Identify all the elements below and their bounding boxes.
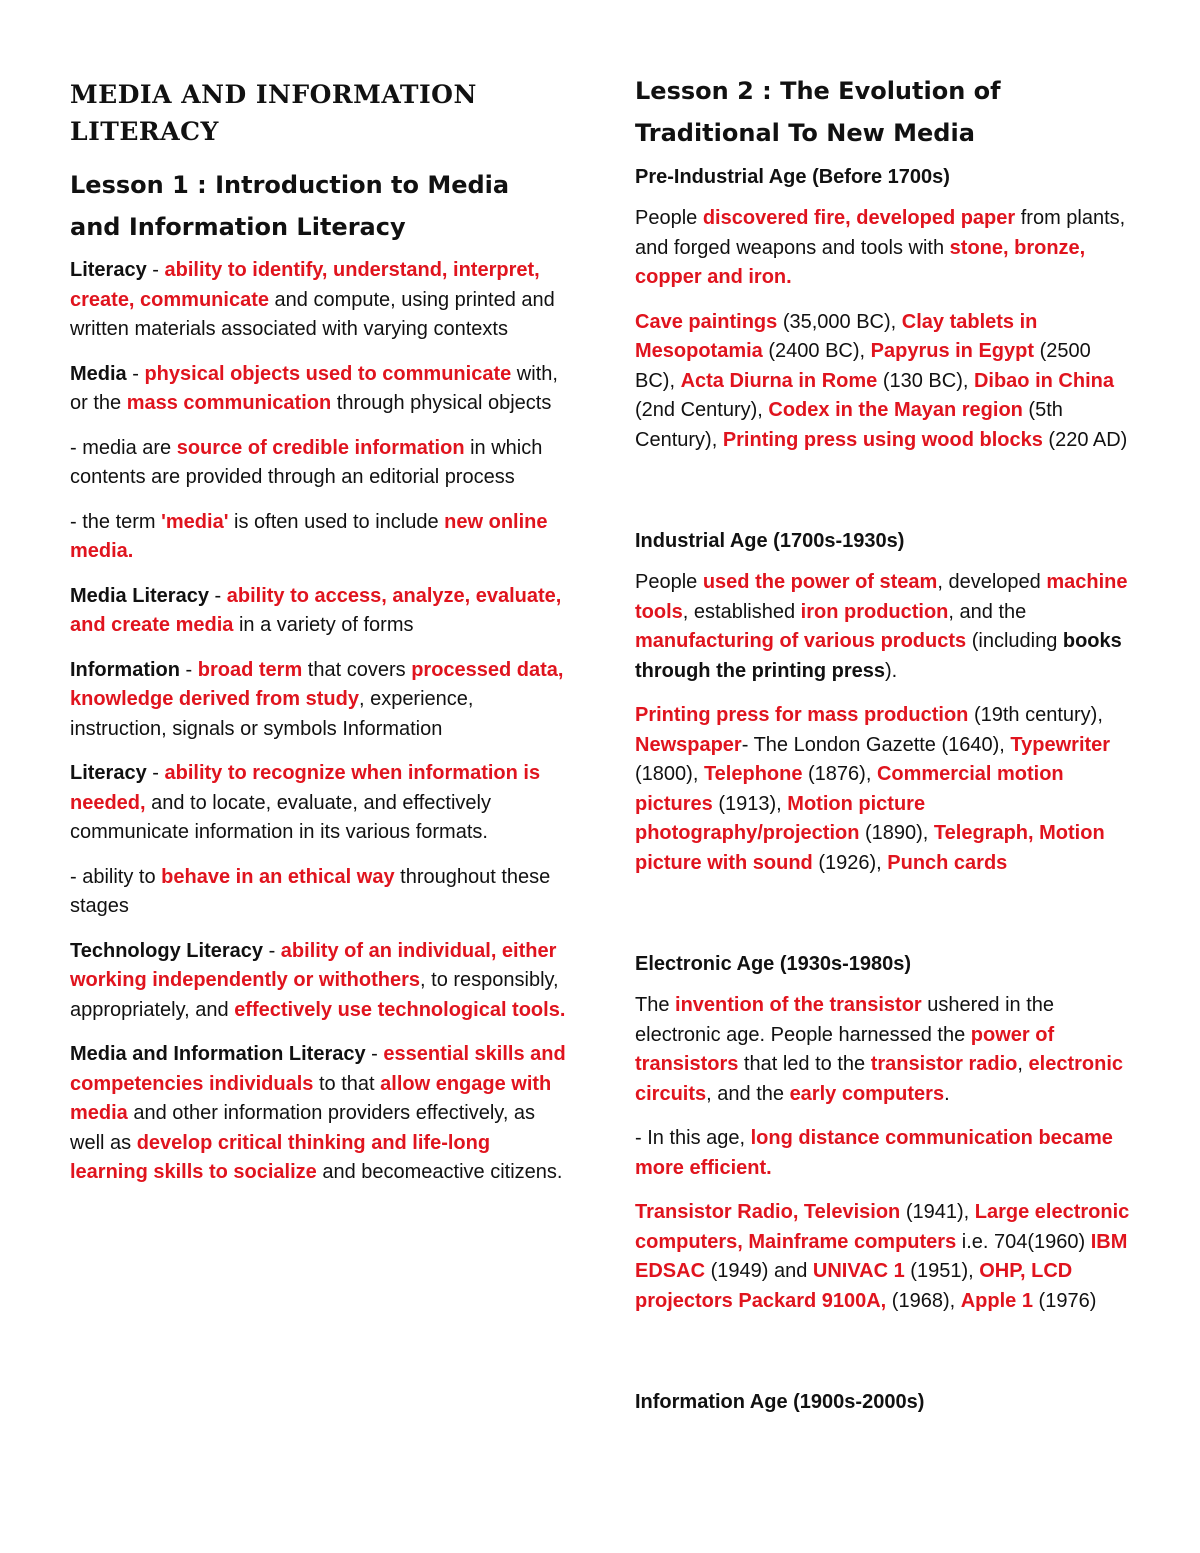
age-heading: Information Age (1900s-2000s) xyxy=(635,1391,925,1413)
lesson-1-paragraph xyxy=(70,434,566,493)
body-text: through physical objects xyxy=(331,392,552,414)
body-text: (1890), xyxy=(859,822,934,844)
highlight-text: processed data, knowledge derived from study xyxy=(70,658,564,710)
term-label: Media and Information Literacy xyxy=(70,1043,366,1065)
body-text: throughout these stages xyxy=(70,865,551,917)
body-text: , experience, instruction, signals or symbols Information xyxy=(70,688,474,740)
highlight-text: ability to recognize when information is needed, xyxy=(70,762,541,814)
highlight-text: UNIVAC 1 xyxy=(812,1260,905,1282)
lesson-2-title: Lesson 2 : The Evolution of Traditional To New Media xyxy=(635,77,1001,147)
body-text: in a variety of forms xyxy=(233,614,414,636)
body-text: and other information providers effectively, as well as xyxy=(70,1102,536,1154)
highlight-text: Codex in the Mayan region xyxy=(768,399,1023,421)
right-column xyxy=(635,70,1135,1429)
body-text: that covers xyxy=(302,658,412,681)
lesson-1-title: Lesson 1 : Introduction to Media and Information Literacy xyxy=(70,171,510,241)
highlight-text: allow engage with media xyxy=(70,1072,552,1124)
lesson-1-paragraph xyxy=(70,656,566,745)
term-label: Technology Literacy xyxy=(70,939,264,962)
lesson-2-paragraph xyxy=(635,204,1135,293)
highlight-text: essential skills and competencies individuals xyxy=(70,1043,566,1095)
body-text: - xyxy=(126,362,145,385)
highlight-text: ability of an individual, either working independently or withothers xyxy=(70,939,557,991)
lesson-1-paragraph xyxy=(70,863,566,922)
body-text: (1913), xyxy=(712,792,788,815)
highlight-text: discovered fire, developed paper xyxy=(702,207,1016,229)
term-label: Media Literacy xyxy=(70,584,209,607)
left-column xyxy=(70,70,566,1203)
lesson-1-paragraph xyxy=(70,759,566,848)
body-text: , and the xyxy=(706,1082,790,1105)
body-text: - ability to xyxy=(70,865,162,888)
body-text: (1926), xyxy=(812,851,888,874)
highlight-text: broad term xyxy=(197,658,303,681)
highlight-text: Acta Diurna in Rome xyxy=(680,369,878,392)
body-text: - The London Gazette (1640), xyxy=(741,733,1011,756)
body-text: - xyxy=(365,1043,384,1065)
body-text: (1876), xyxy=(802,763,877,785)
age-heading: Pre-Industrial Age (Before 1700s) xyxy=(635,166,950,188)
highlight-text: physical objects used to communicate xyxy=(144,362,512,385)
highlight-text: Dibao in China xyxy=(973,369,1114,392)
highlight-text: invention of the transistor xyxy=(675,994,922,1016)
highlight-text: Punch cards xyxy=(887,851,1008,874)
document-title: MEDIA AND INFORMATION LITERACY xyxy=(70,80,477,146)
body-text: (35,000 BC), xyxy=(777,310,902,333)
highlight-text: Cave paintings xyxy=(635,310,778,333)
body-text: (130 BC), xyxy=(877,369,974,392)
highlight-text: Telephone xyxy=(703,763,803,785)
term-label: Information xyxy=(70,658,180,681)
lesson-2-paragraph xyxy=(635,991,1135,1109)
body-text: People xyxy=(635,207,703,229)
term-label: books through the printing press xyxy=(635,630,1122,682)
body-text: - In this age, xyxy=(635,1127,751,1149)
body-text: and becomeactive citizens. xyxy=(316,1161,563,1183)
body-text: - xyxy=(146,762,165,784)
highlight-text: OHP, LCD projectors Packard 9100A, xyxy=(635,1260,1073,1312)
lesson-1-paragraph xyxy=(70,937,566,1026)
lesson-2-body xyxy=(635,162,1135,1417)
body-text: and to locate, evaluate, and effectively communicate information in its various formats. xyxy=(70,791,491,843)
age-heading: Industrial Age (1700s-1930s) xyxy=(635,530,905,552)
lesson-2-paragraph xyxy=(635,1198,1135,1316)
body-text: and compute, using printed and written materials associated with varying contexts xyxy=(70,288,555,340)
body-text: , developed xyxy=(937,571,1047,593)
highlight-text: develop critical thinking and life-long learning skills to socialize xyxy=(70,1131,491,1183)
body-text: - xyxy=(263,939,281,962)
highlight-text: electronic circuits xyxy=(635,1053,1124,1105)
highlight-text: Printing press using wood blocks xyxy=(722,428,1043,451)
highlight-text: early computers xyxy=(789,1082,945,1105)
term-label: Literacy xyxy=(70,762,147,784)
body-text: in which contents are provided through an editorial process xyxy=(70,436,543,488)
highlight-text: Telegraph, Motion picture with sound xyxy=(635,822,1105,874)
highlight-text: ability to identify, understand, interpret, create, communicate xyxy=(70,259,540,311)
body-text: i.e. 704(1960) xyxy=(956,1230,1091,1253)
lesson-1-paragraph xyxy=(70,508,566,567)
highlight-text: source of credible information xyxy=(176,436,465,459)
highlight-text: Newspaper xyxy=(635,733,742,756)
body-text: (1976) xyxy=(1032,1289,1097,1312)
body-text: (2400 BC), xyxy=(762,340,871,362)
highlight-text: 'media' xyxy=(161,510,229,533)
body-text: (19th century), xyxy=(968,704,1103,726)
body-text: . xyxy=(944,1082,950,1105)
lesson-2-paragraph xyxy=(635,568,1135,686)
highlight-text: power of transistors xyxy=(635,1023,1055,1075)
section-spacer xyxy=(635,1331,1135,1387)
highlight-text: Apple 1 xyxy=(960,1289,1033,1312)
body-text: is often used to include xyxy=(228,510,445,533)
term-label: Media xyxy=(70,362,127,385)
highlight-text: Transistor Radio, Television xyxy=(635,1201,901,1223)
lesson-2-paragraph xyxy=(635,308,1135,456)
body-text: (1951), xyxy=(904,1260,980,1282)
body-text: to that xyxy=(313,1072,381,1095)
body-text: People xyxy=(635,571,703,593)
body-text: (1941), xyxy=(900,1201,975,1223)
highlight-text: Typewriter xyxy=(1010,733,1111,756)
body-text: - xyxy=(208,584,227,607)
body-text: with, or the xyxy=(70,362,558,414)
highlight-text: machine tools xyxy=(635,571,1128,623)
body-text: The xyxy=(635,994,676,1016)
body-text: (5th Century), xyxy=(635,399,1063,451)
section-spacer xyxy=(635,893,1135,949)
highlight-text: behave in an ethical way xyxy=(161,865,395,888)
lesson-1-paragraph xyxy=(70,360,566,419)
body-text: (220 AD) xyxy=(1042,428,1128,451)
body-text: (2500 BC), xyxy=(635,340,1091,392)
lesson-1-paragraph xyxy=(70,1040,566,1188)
highlight-text: transistor radio xyxy=(870,1053,1018,1075)
highlight-text: stone, bronze, copper and iron. xyxy=(635,236,1086,288)
body-text: - xyxy=(146,259,165,281)
body-text: (1800), xyxy=(635,763,704,785)
body-text: - media are xyxy=(70,436,177,459)
highlight-text: iron production xyxy=(800,600,949,623)
lesson-2-paragraph xyxy=(635,1124,1135,1183)
body-text: , established xyxy=(682,600,801,623)
body-text: - xyxy=(180,658,198,681)
body-text: ). xyxy=(885,659,898,682)
highlight-text: IBM EDSAC xyxy=(635,1230,1128,1282)
body-text: , to responsibly, appropriately, and xyxy=(70,969,559,1021)
highlight-text: new online media. xyxy=(70,510,548,562)
lesson-1-body xyxy=(70,256,566,1188)
highlight-text: Motion picture photography/projection xyxy=(635,792,926,844)
lesson-1-paragraph xyxy=(70,256,566,345)
highlight-text: Large electronic computers, Mainframe computers xyxy=(635,1201,1130,1253)
body-text: (2nd Century), xyxy=(635,399,769,421)
highlight-text: effectively use technological tools. xyxy=(234,998,566,1021)
body-text: - the term xyxy=(70,510,162,533)
body-text: , xyxy=(1017,1053,1029,1075)
highlight-text: manufacturing of various products xyxy=(635,630,967,652)
highlight-text: ability to access, analyze, evaluate, and create media xyxy=(70,584,562,636)
body-text: (including xyxy=(966,630,1063,652)
highlight-text: Clay tablets in Mesopotamia xyxy=(635,310,1038,362)
body-text: ushered in the electronic age. People harnessed the xyxy=(635,994,1055,1046)
body-text: that led to the xyxy=(738,1053,871,1075)
highlight-text: Printing press for mass production xyxy=(635,704,969,726)
body-text: , and the xyxy=(948,600,1027,623)
lesson-1-paragraph xyxy=(70,582,566,641)
section-spacer xyxy=(635,470,1135,526)
body-text: from plants, and forged weapons and tools with xyxy=(635,207,1126,259)
lesson-2-paragraph xyxy=(635,701,1135,878)
highlight-text: mass communication xyxy=(126,392,332,414)
highlight-text: long distance communication became more efficient. xyxy=(635,1127,1113,1179)
highlight-text: Papyrus in Egypt xyxy=(870,340,1035,362)
highlight-text: Commercial motion pictures xyxy=(635,763,1064,815)
highlight-text: used the power of steam xyxy=(702,571,938,593)
body-text: (1949) and xyxy=(705,1260,813,1282)
body-text: (1968), xyxy=(886,1289,961,1312)
term-label: Literacy xyxy=(70,259,147,281)
age-heading: Electronic Age (1930s-1980s) xyxy=(635,953,912,975)
